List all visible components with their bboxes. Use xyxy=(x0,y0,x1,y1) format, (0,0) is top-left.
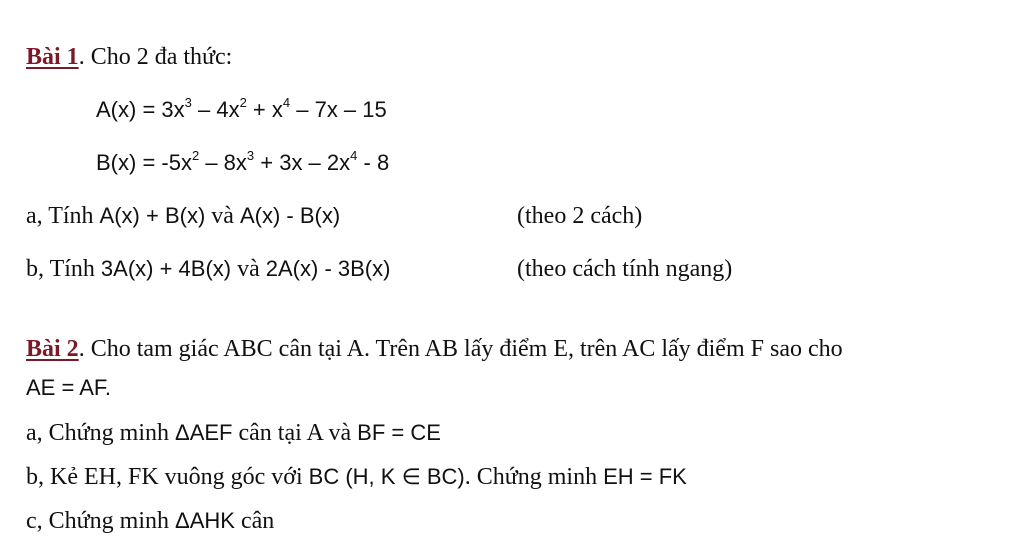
poly-a-term4: – 7x – 15 xyxy=(290,97,387,122)
bai1-heading xyxy=(26,42,232,72)
bai1-qb-label: b, Tính xyxy=(26,256,101,282)
bai2-condition: AE = AF. xyxy=(26,375,111,400)
bai1-qb-expr2: 2A(x) - 3B(x) xyxy=(265,256,391,281)
bai1-intro: . Cho 2 đa thức: xyxy=(78,44,233,70)
bai2-qb-expr: BC (H, K ∈ BC) xyxy=(308,464,465,489)
bai2-intro: . Cho tam giác ABC cân tại A. Trên AB lấy điểm E, trên AC lấy điểm F sao cho xyxy=(78,336,843,362)
bai1-qa-label: a, Tính xyxy=(26,203,100,229)
bai2-title: Bài 2 xyxy=(26,336,79,362)
bai1-qb-note: (theo cách tính ngang) xyxy=(517,256,733,282)
bai2-qc-text: c, Chứng minh xyxy=(26,508,176,534)
bai2-qa-text: a, Chứng minh xyxy=(26,420,176,446)
bai2-qc-expr: ΔAHK xyxy=(175,508,235,533)
bai2-qa-expr: ΔAEF xyxy=(175,420,233,445)
bai1-qa-expr2: A(x) - B(x) xyxy=(239,203,341,228)
bai2-qc-end: cân xyxy=(234,508,275,534)
bai1-qb-and: và xyxy=(231,256,266,282)
poly-b-term2: – 8x xyxy=(199,150,247,175)
poly-b-term3: + 3x – 2x xyxy=(254,150,351,175)
poly-b-lhs: B(x) = -5x xyxy=(96,150,192,175)
poly-b-exp1: 2 xyxy=(191,148,200,163)
poly-b-term4: - 8 xyxy=(357,150,390,175)
bai2-qb-text: b, Kẻ EH, FK vuông góc với xyxy=(26,464,309,490)
poly-b-exp3: 4 xyxy=(350,148,358,163)
bai1-qa-note: (theo 2 cách) xyxy=(517,203,643,229)
bai1-qa-expr1: A(x) + B(x) xyxy=(99,203,206,228)
bai1-qb-expr1: 3A(x) + 4B(x) xyxy=(100,256,232,281)
poly-a-exp1: 3 xyxy=(184,95,192,110)
bai2-question-c xyxy=(26,506,274,536)
bai2-question-a xyxy=(26,418,441,448)
polynomial-b xyxy=(96,148,389,181)
poly-a-exp3: 4 xyxy=(282,95,291,110)
polynomial-a xyxy=(96,95,387,128)
bai2-qa-mid: cân tại A và xyxy=(232,420,358,446)
bai2-qb-expr2: EH = FK xyxy=(603,464,687,489)
poly-a-term3: + x xyxy=(246,97,283,122)
bai2-qb-mid: . Chứng minh xyxy=(464,464,604,490)
bai2-qa-expr2: BF = CE xyxy=(357,420,441,445)
bai1-title: Bài 1 xyxy=(26,44,79,70)
poly-a-lhs: A(x) = 3x xyxy=(96,97,185,122)
poly-a-term2: – 4x xyxy=(191,97,240,122)
poly-b-exp2: 3 xyxy=(246,148,255,163)
bai2-heading xyxy=(26,334,843,364)
bai2-question-b xyxy=(26,462,687,492)
bai1-qa-and: và xyxy=(205,203,240,229)
poly-a-exp2: 2 xyxy=(239,95,247,110)
bai1-question-a xyxy=(26,201,340,231)
bai1-question-b xyxy=(26,254,390,284)
